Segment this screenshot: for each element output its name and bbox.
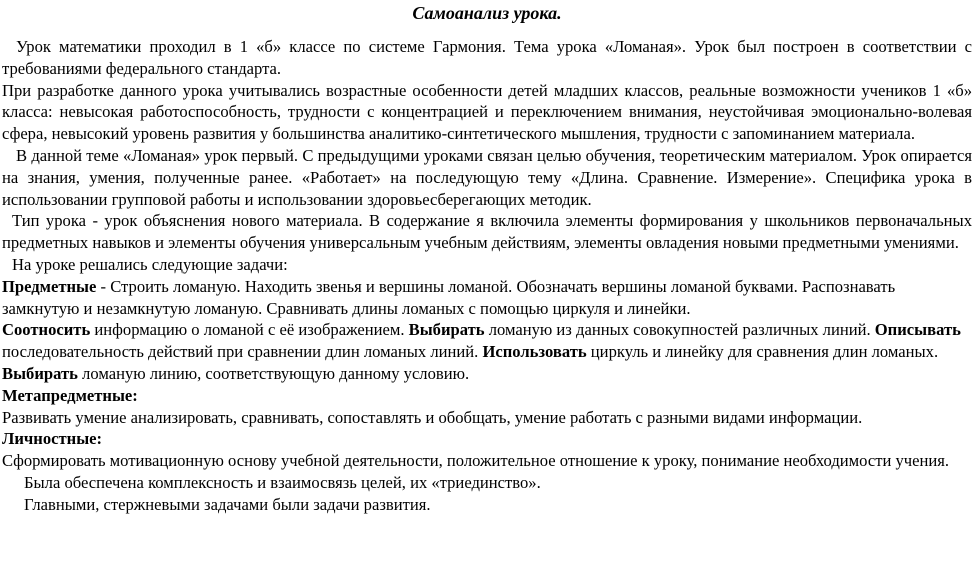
personal-goals-text: Сформировать мотивационную основу учебной деятельности, положительное отношение к уроку, понимание необходимости учения. [2, 451, 950, 471]
paragraph-subject-goals [2, 276, 972, 320]
paragraph-age-features: При разработке данного урока учитывались возрастные особенности детей младших классов, реальные возможности учеников 1 «б» класса: невысокая работоспособность, трудности с концентрацией и переключением внимания, неустойчивая эмоционально-волевая сфера, невысокий уровень развития у большинства аналитико-синтетического мышления, трудности с запоминанием материала. [2, 80, 972, 144]
paragraph-subject-skills [2, 319, 972, 384]
skill-verb-correlate: Соотносить [2, 320, 91, 340]
subject-goals-label: Предметные [2, 276, 97, 296]
skill-verb-choose: Выбирать [408, 320, 485, 340]
skill-text-choose: ломаную из данных совокупностей различных линий. [484, 320, 875, 340]
subject-goals-text: - Строить ломаную. Находить звенья и вершины ломаной. Обозначать вершины ломаной буквами. Распознавать замкнутую и незамкнутую ломаную. Сравнивать длины ломаных с помощью циркуля и линейки. [2, 276, 896, 318]
skill-text-choose-line: ломаную линию, соответствующую данному условию. [77, 363, 470, 383]
skill-text-correlate: информацию о ломаной с её изображением. [90, 320, 409, 340]
paragraph-lesson-intro: Урок математики проходил в 1 «б» классе по системе Гармония. Тема урока «Ломаная». Урок был построен в соответствии с требованиями федерального стандарта. [2, 37, 972, 78]
skill-verb-use: Использовать [482, 342, 587, 362]
personal-goals-heading [2, 428, 972, 450]
skill-text-describe: последовательность действий при сравнении длин ломаных линий. [2, 342, 483, 362]
skill-verb-describe: Описывать [874, 320, 961, 340]
meta-goals-text: Развивать умение анализировать, сравнивать, сопоставлять и обобщать, умение работать с разными видами информации. [2, 407, 863, 427]
personal-goals-label: Личностные: [2, 429, 103, 449]
paragraph-topic-context: В данной теме «Ломаная» урок первый. С предыдущими уроками связан целью обучения, теоретическим материалом. Урок опирается на знания, умения, полученные ранее. «Работает» на последующую тему «Длина. Сравнение. Измерение». Специфика урока в использовании групповой работы и использовании здоровьесберегающих методик. [2, 145, 972, 209]
paragraph-tasks-intro: На уроке решались следующие задачи: [12, 254, 288, 274]
skill-text-use: циркуль и линейку для сравнения длин ломаных. [586, 342, 939, 362]
meta-goals-heading [2, 385, 972, 407]
paragraph-main-tasks: Главными, стержневыми задачами были задачи развития. [24, 494, 431, 514]
meta-goals-label: Метапредметные: [2, 385, 138, 405]
skill-verb-choose-line: Выбирать [2, 363, 78, 383]
page-title: Самоанализ урока. [412, 3, 562, 23]
document-body [2, 36, 972, 516]
paragraph-lesson-type: Тип урока - урок объяснения нового материала. В содержание я включила элементы формирования у школьников первоначальных предметных навыков и элементы обучения универсальным учебным действиям, элементы овладения новыми предметными умениями. [2, 211, 972, 253]
paragraph-complexity: Была обеспечена комплексность и взаимосвязь целей, их «триединство». [24, 472, 541, 492]
